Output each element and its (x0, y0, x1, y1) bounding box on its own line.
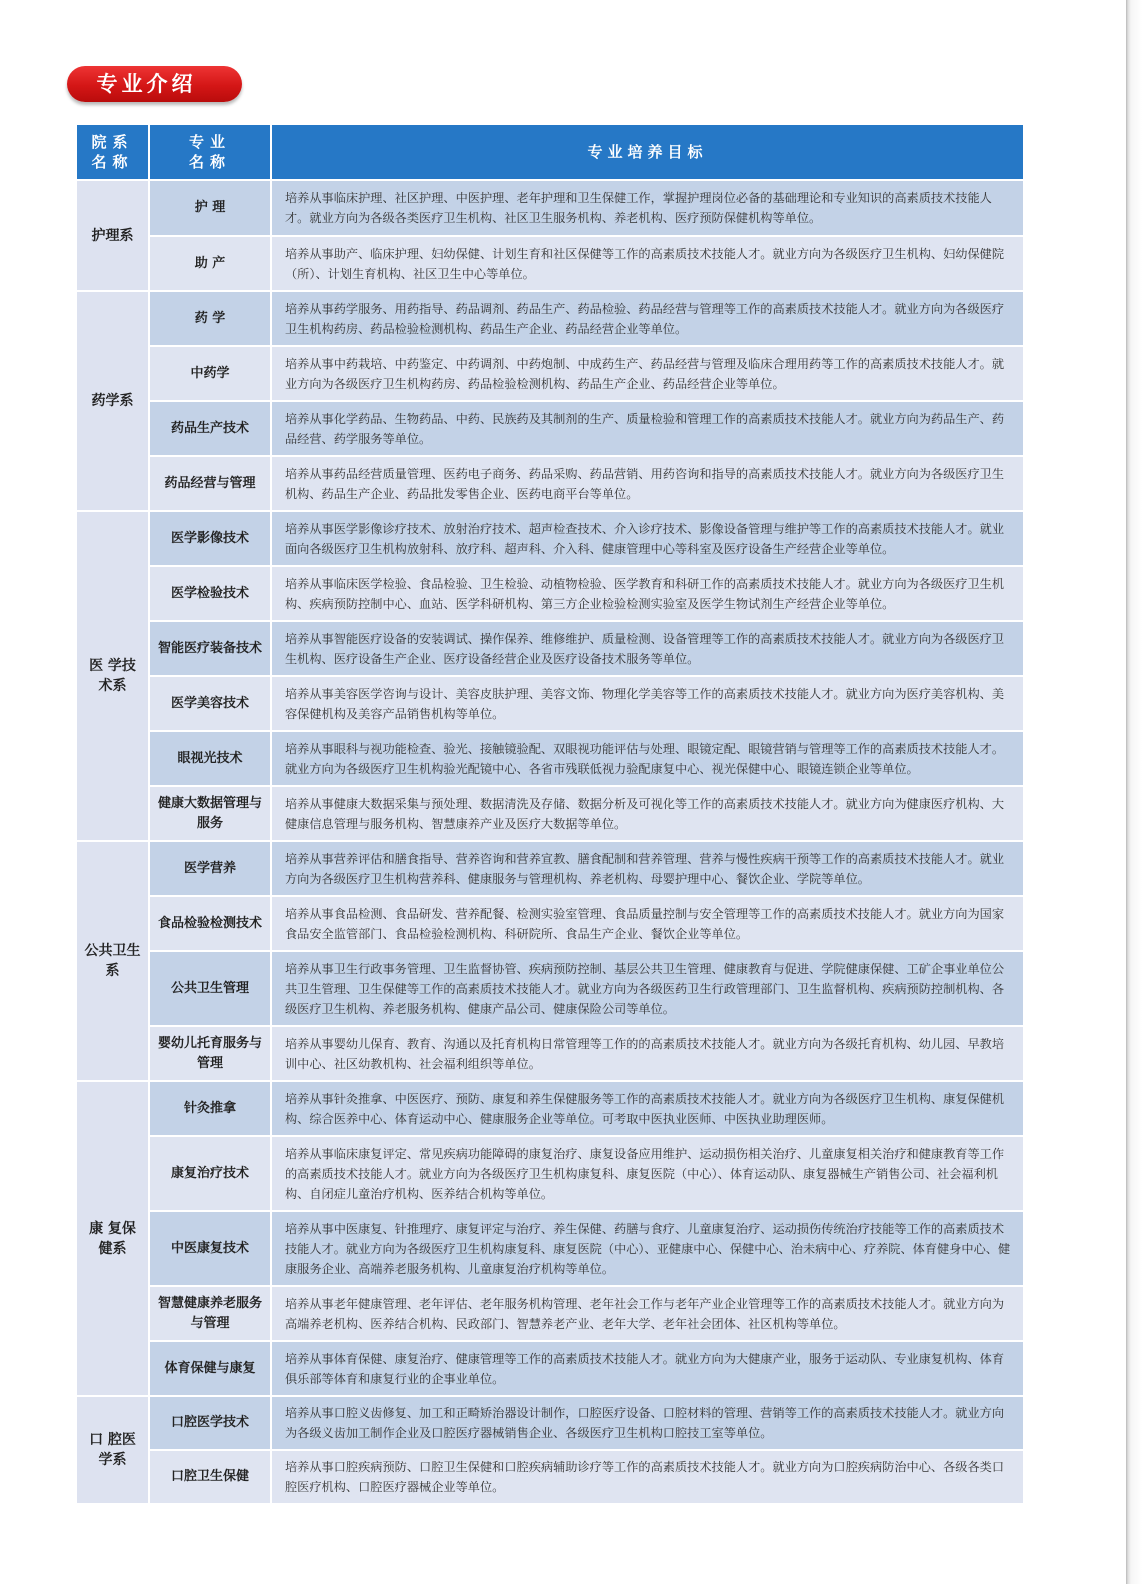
table-row (76, 1396, 1024, 1450)
major-name: 中药学 (149, 346, 271, 401)
major-name: 健康大数据管理与服务 (149, 786, 271, 841)
major-goal: 培养从事临床医学检验、食品检验、卫生检验、动植物检验、医学教育和科研工作的高素质技术技能人才。就业方向为各级医疗卫生机构、疾病预防控制中心、血站、医学科研机构、第三方企业检验检测实验室及医学生物试剂生产经营企业等单位。 (271, 566, 1024, 621)
major-name: 医学美容技术 (149, 676, 271, 731)
major-goal: 培养从事眼科与视功能检查、验光、接触镜验配、双眼视功能评估与处理、眼镜定配、眼镜营销与管理等工作的高素质技术技能人才。就业方向为各级医疗卫生机构验光配镜中心、各省市残联低视力验配康复中心、视光保健中心、眼镜连锁企业等单位。 (271, 731, 1024, 786)
department-cell: 药学系 (76, 291, 149, 511)
table-row (76, 786, 1024, 841)
section-title-badge: 专业介绍 (67, 66, 242, 102)
page-edge-shadow (1126, 0, 1142, 1584)
major-goal: 培养从事药品经营质量管理、医药电子商务、药品采购、药品营销、用药咨询和指导的高素质技术技能人才。就业方向为各级医疗卫生机构、药品生产企业、药品批发零售企业、医药电商平台等单位。 (271, 456, 1024, 511)
majors-table-container (75, 123, 1023, 1505)
major-name: 智慧健康养老服务与管理 (149, 1286, 271, 1341)
table-row (76, 1211, 1024, 1286)
major-name: 医学营养 (149, 841, 271, 896)
major-name: 公共卫生管理 (149, 951, 271, 1026)
major-goal: 培养从事食品检测、食品研发、营养配餐、检测实验室管理、食品质量控制与安全管理等工作的高素质技术技能人才。就业方向为国家食品安全监管部门、食品检验检测机构、科研院所、食品生产企业、餐饮企业等单位。 (271, 896, 1024, 951)
header-goal: 专业培养目标 (271, 124, 1024, 180)
major-goal: 培养从事老年健康管理、老年评估、老年服务机构管理、老年社会工作与老年产业企业管理等工作的高素质技术技能人才。就业方向为高端养老机构、医养结合机构、民政部门、智慧养老产业、老年大学、老年社会团体、社区机构等单位。 (271, 1286, 1024, 1341)
table-row (76, 1136, 1024, 1211)
major-name: 体育保健与康复 (149, 1341, 271, 1396)
table-row (76, 456, 1024, 511)
table-row (76, 731, 1024, 786)
major-name: 药品生产技术 (149, 401, 271, 456)
major-name: 康复治疗技术 (149, 1136, 271, 1211)
table-row (76, 1026, 1024, 1081)
major-name: 口腔卫生保健 (149, 1450, 271, 1504)
major-name: 智能医疗装备技术 (149, 621, 271, 676)
department-cell: 口 腔医学系 (76, 1396, 149, 1504)
table-row (76, 236, 1024, 291)
major-goal: 培养从事药学服务、用药指导、药品调剂、药品生产、药品检验、药品经营与管理等工作的高素质技术技能人才。就业方向为各级医疗卫生机构药房、药品检验检测机构、药品生产企业、药品经营企业等单位。 (271, 291, 1024, 346)
major-name: 针灸推拿 (149, 1081, 271, 1136)
major-name: 护 理 (149, 180, 271, 236)
major-name: 眼视光技术 (149, 731, 271, 786)
major-goal: 培养从事临床康复评定、常见疾病功能障碍的康复治疗、康复设备应用维护、运动损伤相关治疗、儿童康复相关治疗和健康教育等工作的高素质技术技能人才。就业方向为各级医疗卫生机构康复科、康复医院（中心）、体育运动队、康复器械生产销售公司、社会福利机构、自闭症儿童治疗机构、医养结合机构等单位。 (271, 1136, 1024, 1211)
department-cell: 护理系 (76, 180, 149, 291)
major-name: 医学影像技术 (149, 511, 271, 566)
table-row (76, 896, 1024, 951)
major-name: 助 产 (149, 236, 271, 291)
table-row (76, 841, 1024, 896)
major-name: 中医康复技术 (149, 1211, 271, 1286)
major-goal: 培养从事口腔义齿修复、加工和正畸矫治器设计制作，口腔医疗设备、口腔材料的管理、营销等工作的高素质技术技能人才。就业方向为各级义齿加工制作企业及口腔医疗器械销售企业、各级医疗卫生机构口腔技工室等单位。 (271, 1396, 1024, 1450)
major-name: 口腔医学技术 (149, 1396, 271, 1450)
table-row (76, 951, 1024, 1026)
major-goal: 培养从事化学药品、生物药品、中药、民族药及其制剂的生产、质量检验和管理工作的高素质技术技能人才。就业方向为药品生产、药品经营、药学服务等单位。 (271, 401, 1024, 456)
major-goal: 培养从事智能医疗设备的安装调试、操作保养、维修维护、质量检测、设备管理等工作的高素质技术技能人才。就业方向为各级医疗卫生机构、医疗设备生产企业、医疗设备经营企业及医疗设备技术服务等单位。 (271, 621, 1024, 676)
table-row (76, 1081, 1024, 1136)
table-row (76, 621, 1024, 676)
table-row (76, 676, 1024, 731)
major-goal: 培养从事助产、临床护理、妇幼保健、计划生育和社区保健等工作的高素质技术技能人才。就业方向为各级医疗卫生机构、妇幼保健院（所）、计划生育机构、社区卫生中心等单位。 (271, 236, 1024, 291)
major-goal: 培养从事临床护理、社区护理、中医护理、老年护理和卫生保健工作，掌握护理岗位必备的基础理论和专业知识的高素质技术技能人才。就业方向为各级各类医疗卫生机构、社区卫生服务机构、养老机构、医疗预防保健机构等单位。 (271, 180, 1024, 236)
majors-table (75, 123, 1025, 1505)
department-cell: 公共卫生系 (76, 841, 149, 1081)
table-row (76, 566, 1024, 621)
major-name: 医学检验技术 (149, 566, 271, 621)
major-goal: 培养从事医学影像诊疗技术、放射治疗技术、超声检查技术、介入诊疗技术、影像设备管理与维护等工作的高素质技术技能人才。就业面向各级医疗卫生机构放射科、放疗科、超声科、介入科、健康管理中心等科室及医疗设备生产经营企业等单位。 (271, 511, 1024, 566)
major-goal: 培养从事卫生行政事务管理、卫生监督协管、疾病预防控制、基层公共卫生管理、健康教育与促进、学院健康保健、工矿企事业单位公共卫生管理、卫生保健等工作的高素质技术技能人才。就业方向为各级医药卫生行政管理部门、卫生监督机构、疾病预防控制机构、各级医疗卫生机构、养老服务机构、健康产品公司、健康保险公司等单位。 (271, 951, 1024, 1026)
table-row (76, 1450, 1024, 1504)
major-goal: 培养从事健康大数据采集与预处理、数据清洗及存储、数据分析及可视化等工作的高素质技术技能人才。就业方向为健康医疗机构、大健康信息管理与服务机构、智慧康养产业及医疗大数据等单位。 (271, 786, 1024, 841)
major-name: 药品经营与管理 (149, 456, 271, 511)
major-name: 婴幼儿托育服务与管理 (149, 1026, 271, 1081)
department-cell: 医 学技术系 (76, 511, 149, 841)
table-row (76, 291, 1024, 346)
table-row (76, 180, 1024, 236)
table-row (76, 346, 1024, 401)
table-row (76, 1341, 1024, 1396)
table-row (76, 1286, 1024, 1341)
major-goal: 培养从事针灸推拿、中医医疗、预防、康复和养生保健服务等工作的高素质技术技能人才。就业方向为各级医疗卫生机构、康复保健机构、综合医养中心、体育运动中心、健康服务企业等单位。可考取中医执业医师、中医执业助理医师。 (271, 1081, 1024, 1136)
major-goal: 培养从事美容医学咨询与设计、美容皮肤护理、美容文饰、物理化学美容等工作的高素质技术技能人才。就业方向为医疗美容机构、美容保健机构及美容产品销售机构等单位。 (271, 676, 1024, 731)
major-goal: 培养从事婴幼儿保育、教育、沟通以及托育机构日常管理等工作的的高素质技术技能人才。就业方向为各级托育机构、幼儿园、早教培训中心、社区幼教机构、社会福利组织等单位。 (271, 1026, 1024, 1081)
major-name: 药 学 (149, 291, 271, 346)
major-goal: 培养从事体育保健、康复治疗、健康管理等工作的高素质技术技能人才。就业方向为大健康产业，服务于运动队、专业康复机构、体育俱乐部等体育和康复行业的企事业单位。 (271, 1341, 1024, 1396)
major-goal: 培养从事口腔疾病预防、口腔卫生保健和口腔疾病辅助诊疗等工作的高素质技术技能人才。就业方向为口腔疾病防治中心、各级各类口腔医疗机构、口腔医疗器械企业等单位。 (271, 1450, 1024, 1504)
major-name: 食品检验检测技术 (149, 896, 271, 951)
major-goal: 培养从事中医康复、针推理疗、康复评定与治疗、养生保健、药膳与食疗、儿童康复治疗、运动损伤传统治疗技能等工作的高素质技术技能人才。就业方向为各级医疗卫生机构康复科、康复医院（中心）、亚健康中心、保健中心、治未病中心、疗养院、体育健身中心、健康服务企业、高端养老服务机构、儿童康复治疗机构等单位。 (271, 1211, 1024, 1286)
header-major: 专业名称 (149, 124, 271, 180)
major-goal: 培养从事中药栽培、中药鉴定、中药调剂、中药炮制、中成药生产、药品经营与管理及临床合理用药等工作的高素质技术技能人才。就业方向为各级医疗卫生机构药房、药品检验检测机构、药品生产企业、药品经营企业等单位。 (271, 346, 1024, 401)
table-row (76, 401, 1024, 456)
department-cell: 康 复保健系 (76, 1081, 149, 1396)
table-row (76, 511, 1024, 566)
table-header-row (76, 124, 1024, 180)
major-goal: 培养从事营养评估和膳食指导、营养咨询和营养宣教、膳食配制和营养管理、营养与慢性疾病干预等工作的高素质技术技能人才。就业方向为各级医疗卫生机构营养科、健康服务与管理机构、养老机构、母婴护理中心、餐饮企业、学院等单位。 (271, 841, 1024, 896)
header-department: 院系名称 (76, 124, 149, 180)
